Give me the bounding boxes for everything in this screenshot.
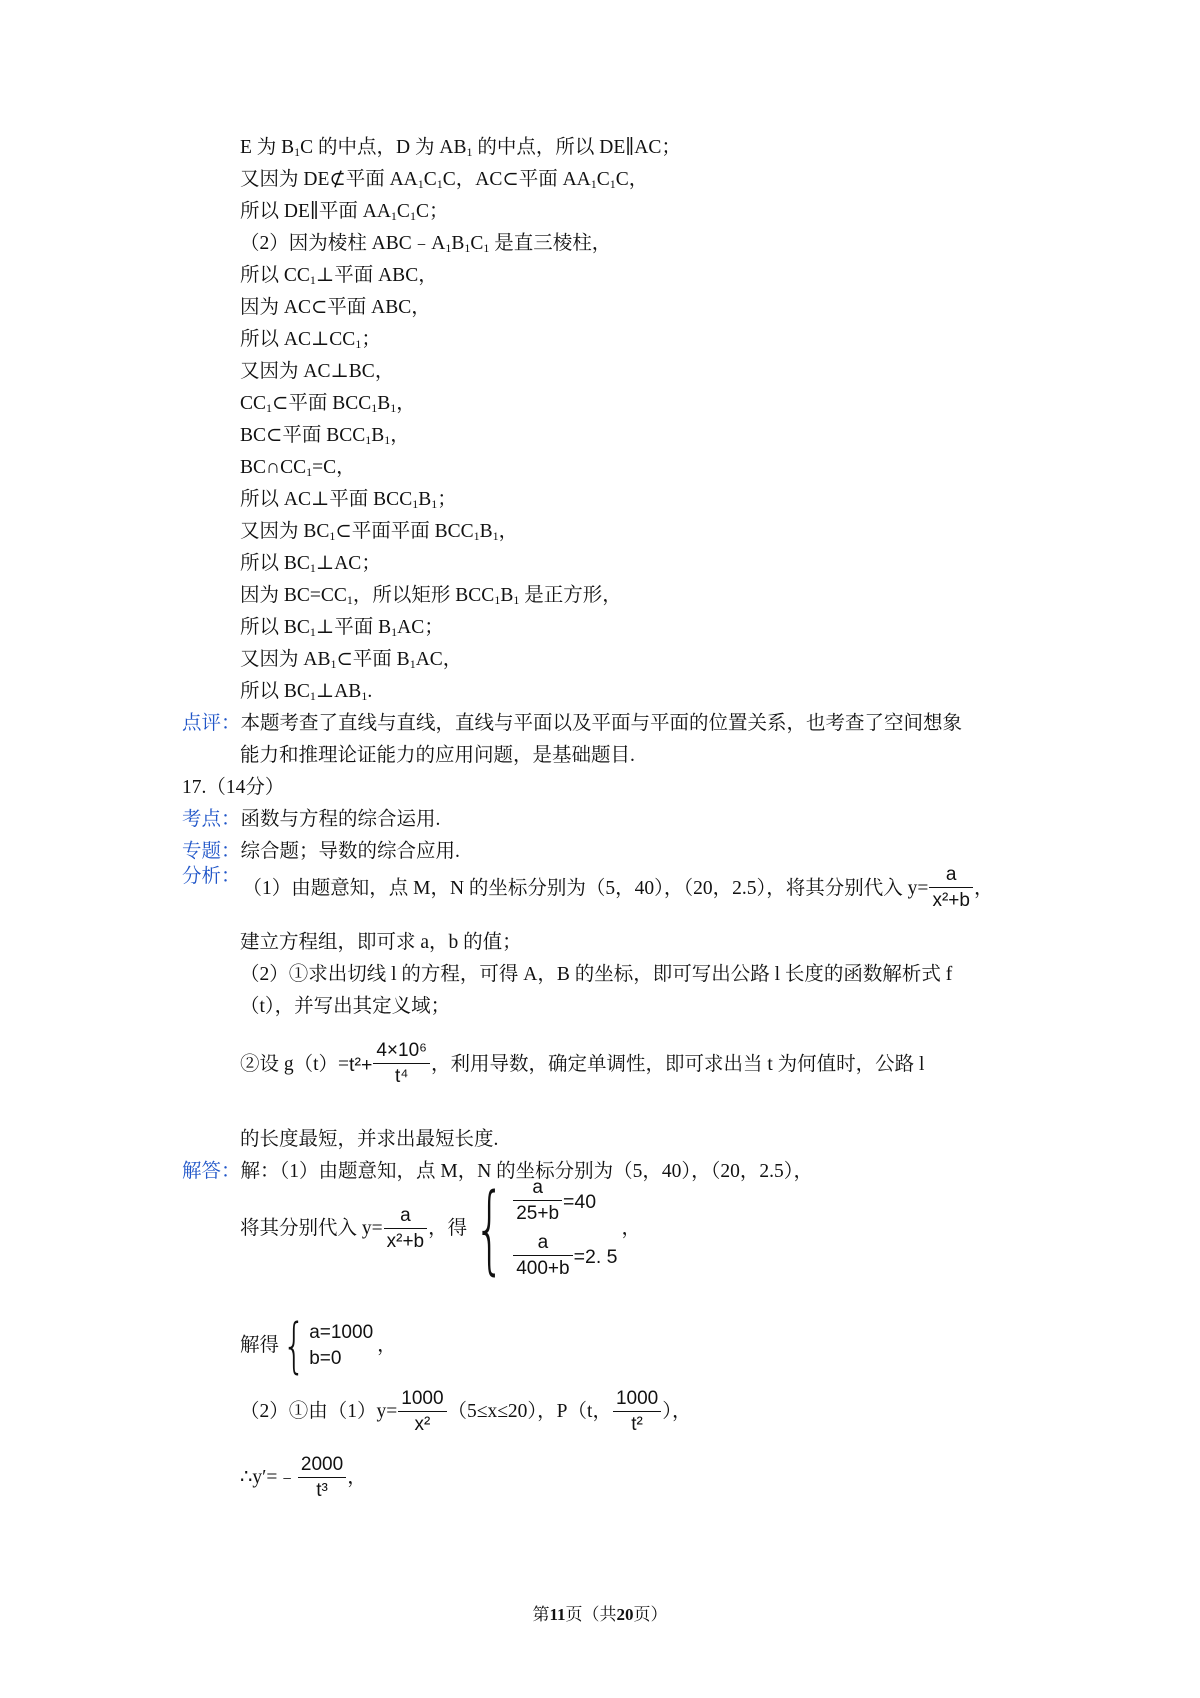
kaodian-line: 考点：函数与方程的综合运用.	[182, 809, 441, 830]
proof-line: 所以 $BC_1\perp$平面 $B_1AC$；	[240, 617, 444, 639]
solution-tag: 解答：	[182, 1161, 241, 1182]
solution-line: （2）①由（1）y= $\frac{1000}{\text{x²}}$ （5≤x≤20），P（t， $\frac{1000}{\text{t²}}$ ），	[240, 1387, 692, 1435]
analysis-line: 的长度最短，并求出最短长度.	[240, 1129, 499, 1150]
solution-system: { a=1000 b=0	[282, 1311, 374, 1381]
analysis-line: （t），并写出其定义域；	[240, 996, 451, 1017]
page-footer: 第11页（共20页）	[532, 1605, 668, 1624]
solution-line: 将其分别代入 y= $\frac{a}{\text{x²+b}}$ ，得 { $\frac{a}{25+b}$ =40 $\frac{a}{400+b}$ =2. 5 ，	[240, 1173, 642, 1285]
fraction: $\frac{1000}{\text{x²}}$	[398, 1388, 446, 1437]
fraction: $\frac{1000}{\text{t²}}$	[613, 1388, 661, 1437]
proof-line: 所以 $CC_1\perp$平面 ABC，	[240, 265, 438, 287]
proof-line: BC⊂平面 $BCC_1B_1$，	[240, 425, 410, 447]
proof-line: 又因为 DE⊄平面 $AA_1C_1C$，AC⊂平面 $AA_1C_1C$，	[240, 169, 649, 191]
proof-line: 因为 $BC=CC_1$，所以矩形 $BCC_1B_1$ 是正方形，	[240, 585, 622, 607]
proof-line: 所以 $BC_1\perp AC$；	[240, 553, 381, 575]
kaodian-tag: 考点：	[182, 809, 241, 830]
fraction: $\frac{2000}{\text{t³}}$	[298, 1454, 346, 1503]
solution-line: 解答：解：（1）由题意知，点 M，N 的坐标分别为（5，40），（20，2.5），	[182, 1161, 814, 1182]
analysis-line: 建立方程组，即可求 a，b 的值；	[240, 932, 522, 953]
fraction: $\frac{a}{\text{x²+b}}$	[929, 864, 973, 913]
proof-line: $BC\cap CC_1=C$，	[240, 457, 356, 479]
solution-line: ∴y′=﹣ $\frac{2000}{\text{t³}}$ ，	[240, 1453, 367, 1501]
comment-line: 能力和推理论证能力的应用问题，是基础题目.	[240, 745, 635, 766]
analysis-tag: 分析：	[182, 866, 241, 887]
proof-line: 又因为 $BC_1\subset$平面平面 $BCC_1B_1$，	[240, 521, 519, 543]
proof-line: 所以 DE∥平面 $AA_1C_1C$；	[240, 201, 449, 223]
question-header: 17.（14分）	[182, 777, 285, 798]
analysis-line: ②设 g（t）= t²+ $\frac{\text{4×10⁶}}{\text{t⁴}}$ ，利用导数，确定单调性，即可求出当 t 为何值时，公路 l	[240, 1040, 925, 1087]
analysis-line: 分析： （1）由题意知，点 M，N 的坐标分别为（5，40），（20，2.5），将其分别代入 y= $\frac{a}{\text{x²+b}}$ ，	[182, 864, 994, 911]
equation-system: { $\frac{a}{25+b}$ =40 $\frac{a}{400+b}$ =2. 5	[474, 1173, 618, 1285]
proof-line: 因为 AC⊂平面 ABC，	[240, 297, 431, 318]
page-total: 20	[616, 1605, 634, 1624]
proof-line: 又因为 AC⊥BC，	[240, 361, 395, 382]
proof-line: 所以 $AC\perp CC_1$；	[240, 329, 381, 351]
proof-line: 又因为 $AB_1\subset$平面 $B_1AC$，	[240, 649, 463, 671]
comment-line: 点评：本题考查了直线与直线，直线与平面以及平面与平面的位置关系，也考查了空间想象	[182, 713, 963, 734]
proof-line: 所以 AC⊥平面 $BCC_1B_1$；	[240, 489, 457, 511]
zhuanti-tag: 专题：	[182, 841, 241, 862]
page-number: 11	[549, 1605, 566, 1624]
zhuanti-line: 专题：综合题；导数的综合应用.	[182, 841, 460, 862]
analysis-line: （2）①求出切线 l 的方程，可得 A，B 的坐标，即可写出公路 l 长度的函数解析式 f	[240, 964, 953, 985]
proof-line: E 为 $B_1C$ 的中点，D 为 $AB_1$ 的中点，所以 DE∥AC；	[240, 137, 681, 159]
proof-line: 所以 $BC_1\perp AB_1$.	[240, 681, 373, 703]
proof-line: （2）因为棱柱 $ABC﹣A_1B_1C_1$ 是直三棱柱，	[240, 233, 612, 255]
fraction: $\frac{a}{\text{x²+b}}$	[384, 1205, 428, 1254]
comment-tag: 点评：	[182, 713, 241, 734]
fraction: $\frac{\text{4×10⁶}}{\text{t⁴}}$	[373, 1040, 430, 1089]
solution-line: 解得 { a=1000 b=0 ，	[240, 1311, 397, 1381]
proof-line: $CC_1\subset$平面 $BCC_1B_1$，	[240, 393, 416, 415]
